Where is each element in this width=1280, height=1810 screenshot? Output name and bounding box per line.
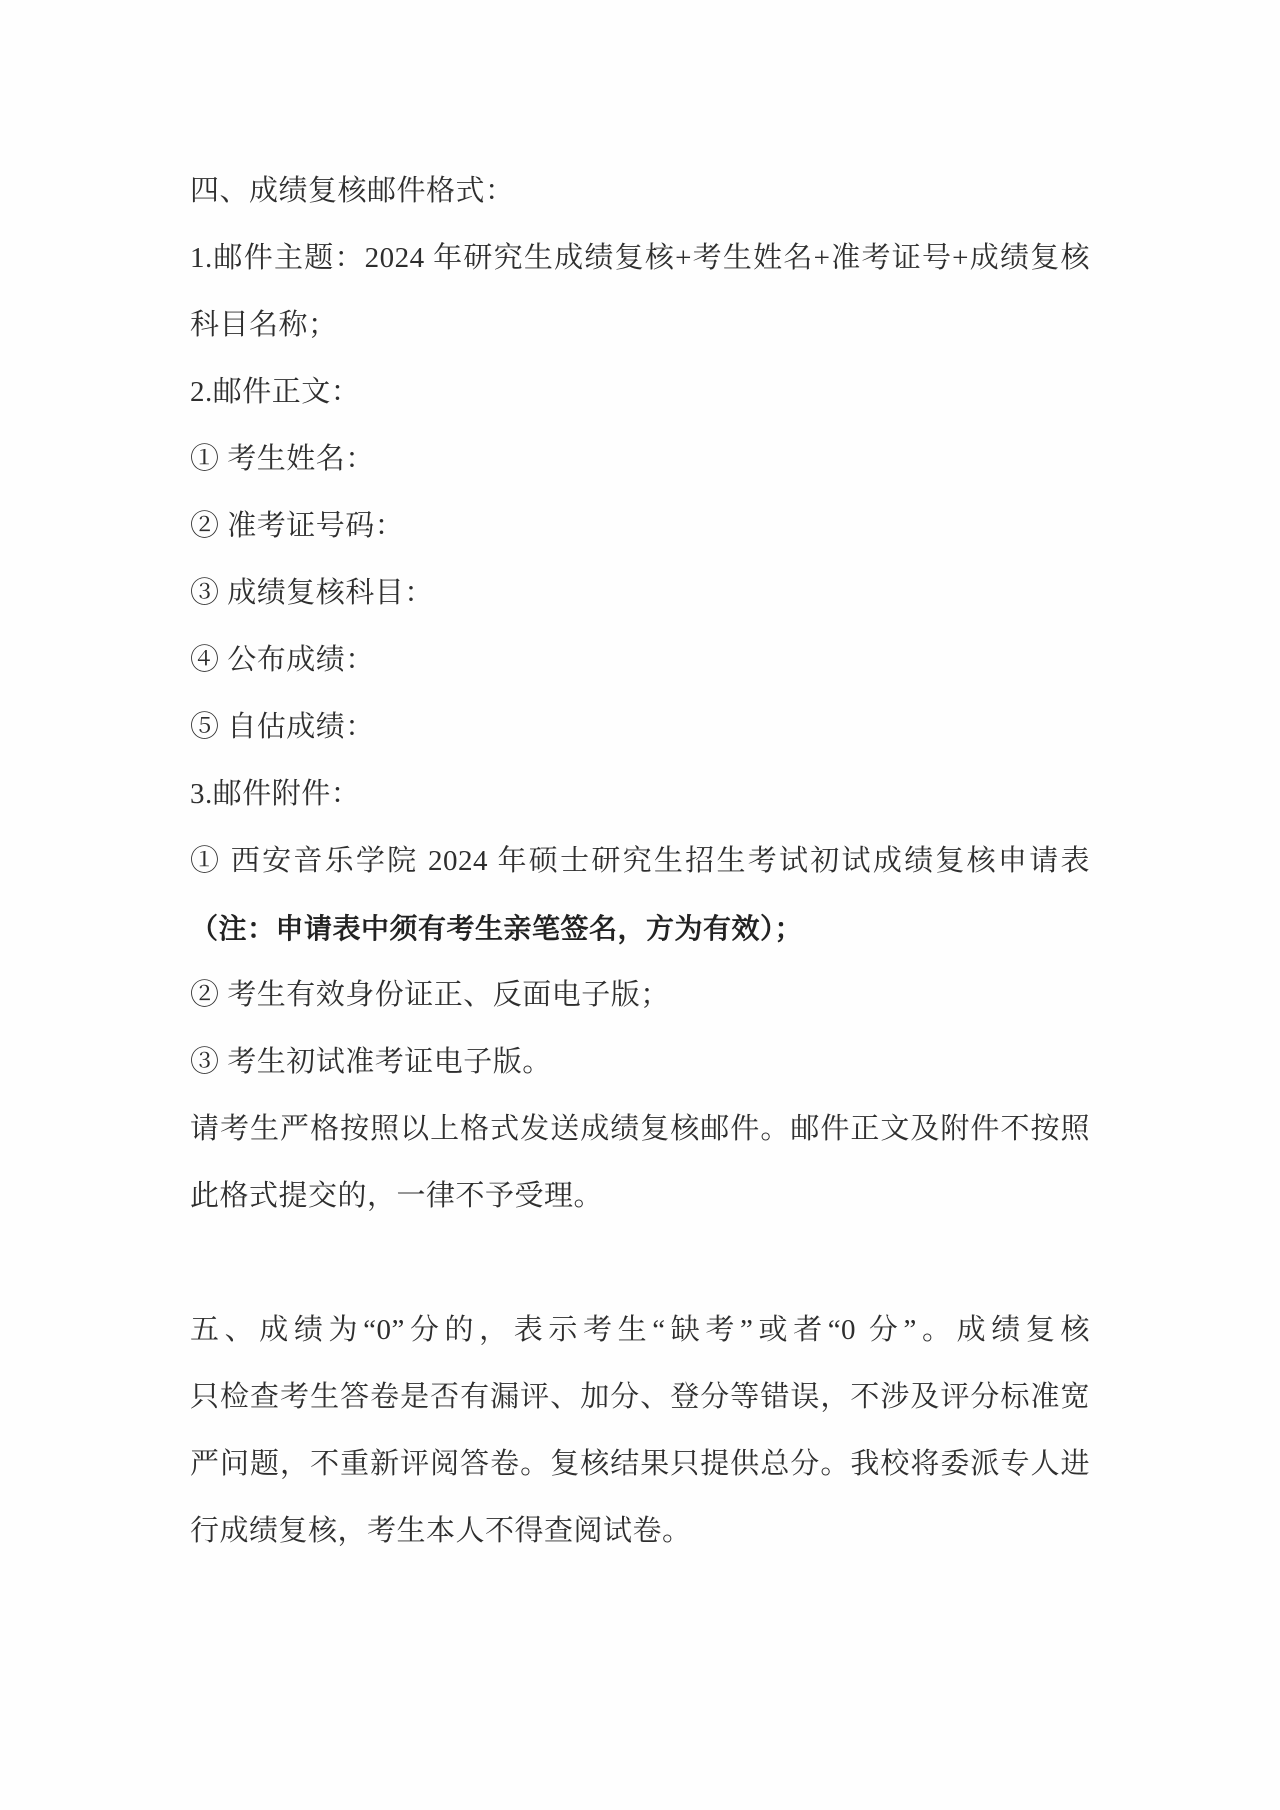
section-5-line-3: 严问题，不重新评阅答卷。复核结果只提供总分。我校将委派专人进 — [190, 1448, 1090, 1480]
attachment-item-2-id-card: ② 考生有效身份证正、反面电子版； — [190, 979, 670, 1011]
attachments-heading: 3.邮件附件： — [190, 778, 361, 810]
body-item-4-published-score: ④ 公布成绩： — [190, 644, 375, 676]
attachment-note-signature: （注：申请表中须有考生亲笔签名，方为有效）； — [190, 913, 804, 944]
email-subject-line-2: 科目名称； — [190, 309, 338, 341]
body-item-5-self-estimated-score: ⑤ 自估成绩： — [190, 711, 375, 743]
section-5-line-1: 五、成绩为“0”分的，表示考生“缺考”或者“0 分”。成绩复核 — [190, 1314, 1090, 1346]
email-subject-line-1: 1.邮件主题：2024 年研究生成绩复核+考生姓名+准考证号+成绩复核 — [190, 242, 1090, 274]
email-body-heading: 2.邮件正文： — [190, 376, 361, 408]
blank-line — [190, 1230, 1090, 1297]
attachment-item-1-application-form: ① 西安音乐学院 2024 年硕士研究生招生考试初试成绩复核申请表 — [190, 845, 1090, 877]
body-item-3-review-subject: ③ 成绩复核科目： — [190, 577, 434, 609]
format-warning-line-2: 此格式提交的，一律不予受理。 — [190, 1180, 604, 1212]
section-5-line-2: 只检查考生答卷是否有漏评、加分、登分等错误，不涉及评分标准宽 — [190, 1381, 1090, 1413]
format-warning-line-1: 请考生严格按照以上格式发送成绩复核邮件。邮件正文及附件不按照 — [190, 1113, 1090, 1145]
body-item-1-candidate-name: ① 考生姓名： — [190, 443, 375, 475]
body-item-2-ticket-number: ② 准考证号码： — [190, 510, 405, 542]
document-text-column — [190, 158, 1090, 1565]
attachment-item-3-admission-ticket: ③ 考生初试准考证电子版。 — [190, 1046, 552, 1078]
section-4-heading: 四、成绩复核邮件格式： — [190, 175, 515, 207]
section-5-line-4: 行成绩复核，考生本人不得查阅试卷。 — [190, 1515, 692, 1547]
